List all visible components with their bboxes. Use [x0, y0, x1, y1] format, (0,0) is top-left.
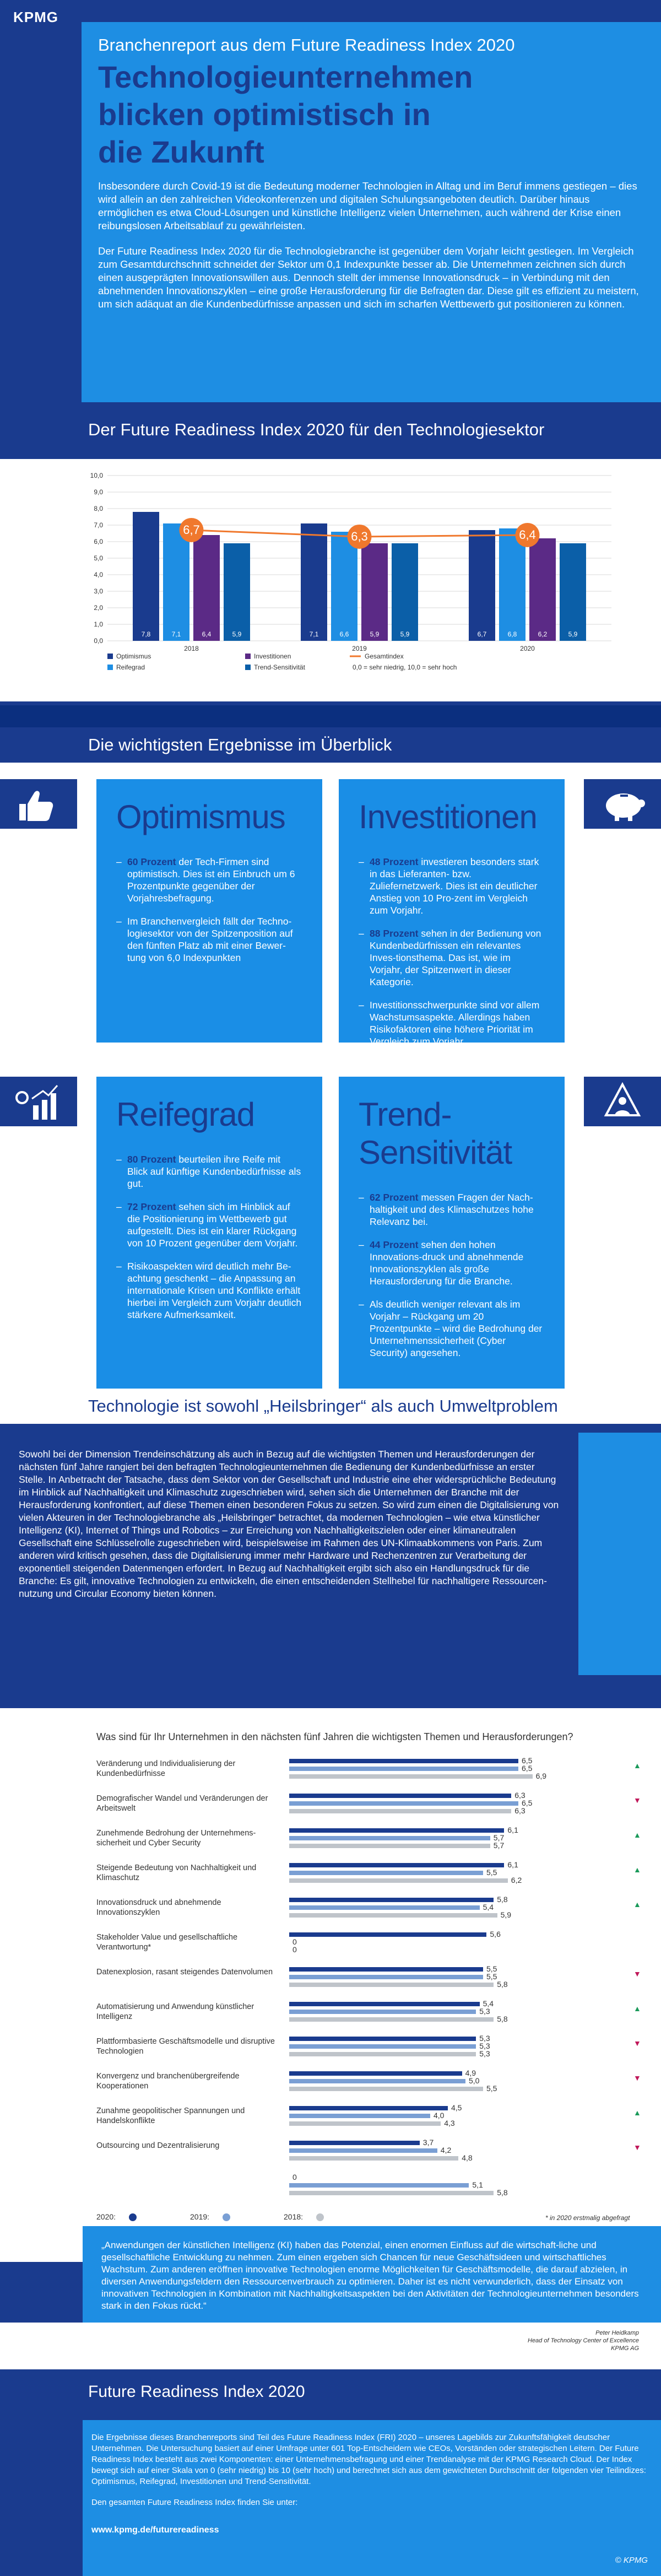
hero-title-line: blicken optimistisch in	[98, 97, 431, 132]
legend-2018: 2018:	[284, 2212, 324, 2221]
footer-title: Future Readiness Index 2020	[88, 2383, 305, 2401]
survey-bar	[289, 1932, 486, 1937]
x-tick-label: 2019	[352, 645, 367, 652]
legend-2020: 2020:	[96, 2212, 137, 2221]
survey-bar-value: 6,1	[507, 1826, 518, 1834]
survey-bar	[289, 1983, 494, 1987]
survey-row-label: Konvergenz und branchenübergreifende Kooperationen	[96, 2072, 240, 2091]
card-title: Investitionen	[359, 798, 537, 835]
survey-row-label: Zunehmende Bedrohung der Unternehmens-sicherheit und Cyber Security	[96, 1829, 256, 1848]
bar	[301, 523, 327, 641]
bar	[469, 530, 495, 641]
quote-text: „Anwendungen der künstlichen Intelligenz (KI) haben das Potenzial, einen enormen Einfluss auf die wirtschaft-liche und gesellschaftliche Entwicklung zu nehmen. Zum einen ergeben sich Chancen für neue Geschäftsideen und wirtschaftliches Wachstum. Zum anderen eröffnen innovative Technologien enorme Möglichkeiten für Geschäftsmodelle, die darauf abzielen, in diversen Anwendungsfeldern den Ressourcenverbrauch zu optimieren. Daher ist es nicht verwunderlich, dass der Einsatz von innovativen Technologien in Kombination mit Nachhaltigkeitsaspekten bei den Aktivitäten der Technologieunternehmen besonders stark in den Fokus rückt.“	[101, 2240, 639, 2311]
trend-up-icon: ▲	[633, 1900, 641, 1909]
survey-bar	[289, 1844, 490, 1848]
survey-bar	[289, 1975, 483, 1979]
survey-bar	[289, 2071, 462, 2076]
index-section-title: Der Future Readiness Index 2020 für den Technologiesektor	[88, 420, 545, 439]
survey-bar-value: 5,4	[483, 1999, 494, 2008]
survey-bar	[289, 2106, 448, 2110]
survey-bar-value: 5,9	[500, 1910, 512, 1919]
legend-swatch	[245, 654, 251, 659]
survey-bar-value: 5,3	[479, 2034, 490, 2043]
gesamtindex-label: 6,7	[183, 523, 200, 537]
trend-up-icon: ▲	[633, 1830, 641, 1839]
list-item: – 60 Prozent der Tech-Firmen sind optimistisch. Dies ist ein Einbruch um 6 Prozentpunkte gegenüber der Vorjahresbefragung.	[116, 856, 302, 904]
y-tick-label: 0,0	[94, 637, 103, 645]
card-list	[359, 856, 545, 1047]
survey-row-label: Zunahme geopolitischer Spannungen und Handelskonflikte	[96, 2107, 245, 2125]
survey-row-label: Datenexplosion, rasant steigendes Datenvolumen	[96, 1968, 273, 1976]
bar	[392, 543, 418, 641]
survey-bar	[289, 2052, 476, 2056]
bar-value-label: 5,9	[232, 630, 242, 638]
survey-bar	[289, 1871, 483, 1875]
card-optimismus	[96, 779, 322, 1043]
hero-title-line: Technologieunternehmen	[98, 60, 473, 94]
survey-row-label: Steigende Bedeutung von Nachhaltigkeit und Klimaschutz	[96, 1864, 257, 1882]
y-tick-label: 7,0	[94, 521, 103, 529]
bar	[361, 543, 388, 641]
legend-dot	[129, 2213, 137, 2221]
legend-2019: 2019:	[190, 2212, 230, 2221]
survey-bar	[289, 2037, 476, 2041]
survey-chart	[0, 1708, 661, 2262]
legend-label: Investitionen	[254, 652, 291, 660]
survey-bar	[289, 1836, 490, 1840]
survey-bar	[289, 2087, 483, 2091]
results-spacer	[0, 705, 661, 727]
bar-value-label: 6,6	[339, 630, 349, 638]
legend-label: Gesamtindex	[365, 652, 404, 660]
tech-section-title: Technologie ist sowohl „Heilsbringer“ als auch Umweltproblem	[88, 1396, 558, 1416]
trend-up-icon: ▲	[633, 2108, 641, 2117]
footer-text: Die Ergebnisse dieses Branchenreports sind Teil des Future Readiness Index (FRI) 2020 – unseres Lagebilds zur Zukunftsfähigkeit deutscher Unternehmen. Die Untersuchung basiert auf einer Umfrage unter 601 Top-Entscheidern wie CEOs, Vorständen oder strategischen Leitern. Der Future Readiness Index besteht aus zwei Komponenten: einer Unternehmensbefragung und einer Trendanalyse mit der KPMG Research Cloud. Der Index bewegt sich auf einer Skala von 0 (sehr niedrig) bis 10 (sehr hoch) und berechnet sich aus dem gewichteten Durchschnitt der folgenden vier Teilindizes: Optimismus, Reifegrad, Investitionen und Trend-Sensitivität.	[91, 2433, 646, 2486]
index-section-header	[0, 412, 661, 447]
survey-bar	[289, 1801, 518, 1806]
survey-bar-value: 6,3	[514, 1806, 525, 1815]
bar-value-label: 5,9	[568, 630, 578, 638]
survey-bar-value: 6,5	[522, 1756, 533, 1765]
trend-down-icon: ▼	[633, 2143, 641, 2152]
survey-bar-value: 5,3	[479, 2007, 490, 2016]
list-item: – 44 Prozent sehen den hohen Innovations-druck und abnehmende Innovationszyklen als große Herausforderung für die Branche.	[359, 1239, 545, 1287]
card-title: Optimismus	[116, 798, 285, 835]
presenter-icon	[584, 1077, 661, 1126]
survey-question: Was sind für Ihr Unternehmen in den nächsten fünf Jahren die wichtigsten Themen und Herausforderungen?	[96, 1731, 573, 1742]
quote-author-area	[0, 2323, 661, 2369]
bar	[163, 523, 189, 641]
chart-panel	[0, 459, 661, 701]
piggy-bank-icon	[584, 779, 661, 829]
bar	[224, 543, 250, 641]
survey-bar	[289, 2191, 494, 2195]
tech-text-inner	[0, 1433, 578, 1675]
legend-label: Optimismus	[116, 652, 151, 660]
hero-paragraph-1: Insbesondere durch Covid-19 ist die Bedeutung moderner Technologien in Alltag und im Beruf immens gestiegen – dies wird allein an den zahlreichen Videokonferenzen und digitalen Schulungsangeboten deutlich. Darüber hinaus ermöglichen es etwa Cloud-Lösungen und künstliche Intelligenz vielen Unternehmen, auch während der Krise einen reibungslosen Arbeitsablauf zu gewährleisten.	[98, 180, 637, 231]
survey-bar-value: 0	[292, 1937, 297, 1946]
y-tick-label: 6,0	[94, 538, 103, 546]
bar	[529, 538, 556, 641]
survey-row-label: Veränderung und Individualisierung der Kundenbedürfnisse	[96, 1759, 236, 1778]
hero-section	[0, 0, 661, 402]
card-list	[116, 1153, 302, 1321]
survey-bar-value: 5,7	[493, 1833, 505, 1842]
list-item: – Als deutlich weniger relevant als im Vorjahr – Rückgang um 20 Prozentpunkte – wird die Bedrohung der Unternehmenssicherheit (Cyber Security) angesehen.	[359, 1298, 545, 1359]
list-item: – 48 Prozent investieren besonders stark in das Lieferanten- bzw. Zuliefernetzwerk. Dies ist ein deutlicher Anstieg von 10 Pro-zent im Vergleich zum Vorjahr.	[359, 856, 545, 916]
thumbs-up-icon	[0, 779, 77, 829]
y-tick-label: 3,0	[94, 587, 103, 595]
list-item: – 62 Prozent messen Fragen der Nach-haltigkeit und des Klimaschutzes hohe Relevanz bei.	[359, 1191, 545, 1228]
survey-bar	[289, 2183, 469, 2188]
survey-bar	[289, 1863, 504, 1867]
results-section-title: Die wichtigsten Ergebnisse im Überblick	[88, 735, 392, 754]
survey-bar-value: 6,2	[511, 1876, 522, 1884]
y-tick-label: 4,0	[94, 571, 103, 579]
survey-bar-value: 6,9	[535, 1772, 547, 1780]
survey-bar-value: 6,3	[514, 1791, 525, 1800]
bar-value-label: 6,4	[202, 630, 212, 638]
legend-dot	[223, 2213, 230, 2221]
y-tick-label: 8,0	[94, 505, 103, 512]
tech-section-header	[0, 1389, 661, 1424]
survey-bar	[289, 2010, 476, 2014]
footer-panel	[83, 2420, 661, 2576]
survey-bar-value: 6,5	[522, 1799, 533, 1807]
card-investitionen	[339, 779, 565, 1047]
survey-bar	[289, 2002, 480, 2006]
bar-value-label: 6,2	[538, 630, 548, 638]
survey-bar-value: 5,5	[486, 1964, 497, 1973]
legend-swatch	[245, 665, 251, 670]
legend-swatch	[107, 665, 113, 670]
hero-title	[98, 58, 644, 171]
survey-bar	[289, 2017, 494, 2022]
survey-bar-value: 0	[292, 1945, 297, 1954]
trend-down-icon: ▼	[633, 2039, 641, 2048]
card-list	[359, 1191, 545, 1359]
survey-bar	[289, 1759, 518, 1763]
card-list	[116, 856, 302, 964]
bar-value-label: 6,7	[477, 630, 487, 638]
y-tick-label: 5,0	[94, 554, 103, 562]
survey-bar	[289, 1794, 511, 1798]
survey-bar	[289, 1967, 483, 1972]
trend-down-icon: ▼	[633, 2073, 641, 2082]
survey-bar	[289, 1809, 511, 1813]
tech-paragraph: Sowohl bei der Dimension Trendeinschätzung als auch in Bezug auf die wichtigsten Themen und Herausforderungen der nächsten fünf Jahre rangiert bei den befragten Technologieunternehmen die Bedienung der Kundenbedürfnisse an erster Stelle. In Anbetracht der Tatsache, dass dem Sektor von der Gesellschaft und Industrie eine eher widersprüchliche Bedeutung im Hinblick auf Nachhaltigkeit und Klimaschutz zugeschrieben wird, sehen sich die Unternehmen der Branche mit der Herausforderung konfrontiert, auf diese Themen einen besonderen Fokus zu setzen. So wird zum einen die Digitalisierung von vielen Akteuren in der Technologiebranche als „Heilsbringer“ betrachtet, da modernen Technologien – wie etwa künstlicher Intelligenz (KI), Internet of Things und Robotics – zur Erreichung von Nachhaltigkeitszielen oder einer klimaneutralen Gesellschaft eine Schlüsselrolle zugeschrieben wird, beispielsweise im Rahmen des UN-Klimaabkommens von Paris. Zum anderen wird kritisch gesehen, dass die Digitalisierung immer mehr Hardware und Rechenzentren zur Verarbeitung der exponentiell steigenden Datenmengen erfordert. In Bezug auf Nachhaltigkeit ergibt sich also ein Handlungsdruck für die Branche: Es gilt, innovative Technologien zu entwickeln, die einen entscheidenden Stellhebel für nachhaltigere Ressourcen-nutzung und Circular Economy bieten können.	[19, 1449, 559, 1599]
legend-dot	[316, 2213, 324, 2221]
gesamtindex-label: 6,4	[519, 528, 536, 542]
bar	[193, 535, 220, 641]
list-item: – 88 Prozent sehen in der Bedienung von Kundenbedürfnissen ein relevantes Inves-tionsthema. Das ist, wie im Vorjahr, der Spitzenwert in dieser Kategorie.	[359, 927, 545, 988]
quote-block	[83, 2226, 661, 2323]
survey-row-label: Innovationsdruck und abnehmende Innovationszyklen	[96, 1898, 221, 1917]
y-tick-label: 9,0	[94, 488, 103, 496]
index-chart	[0, 459, 661, 701]
survey-bar-value: 4,5	[451, 2103, 462, 2112]
survey-bar-value: 5,8	[497, 2188, 508, 2197]
growth-chart-icon	[0, 1077, 77, 1126]
hero-subtitle: Branchenreport aus dem Future Readiness Index 2020	[98, 35, 515, 55]
bar-value-label: 7,8	[141, 630, 151, 638]
y-tick-label: 1,0	[94, 620, 103, 628]
survey-bar-value: 5,0	[469, 2076, 480, 2085]
survey-bar-value: 5,5	[486, 2084, 497, 2093]
x-tick-label: 2018	[184, 645, 199, 652]
survey-bar	[289, 1828, 504, 1833]
trend-down-icon: ▼	[633, 1969, 641, 1978]
card-reifegrad	[96, 1077, 322, 1391]
survey-bar-value: 5,5	[486, 1972, 497, 1981]
survey-row-label: Stakeholder Value und gesellschaftliche Verantwortung*	[96, 1933, 238, 1952]
bar-value-label: 6,8	[507, 630, 517, 638]
bar-value-label: 7,1	[171, 630, 181, 638]
survey-bar-value: 4,2	[440, 2146, 452, 2154]
survey-bar	[289, 2121, 441, 2126]
trend-down-icon: ▼	[633, 1796, 641, 1805]
legend-swatch	[107, 654, 113, 659]
survey-bar	[289, 2148, 437, 2153]
survey-bar-value: 3,7	[422, 2138, 434, 2147]
survey-bar	[289, 2156, 458, 2161]
survey-row-label: Demografischer Wandel und Veränderungen der Arbeitswelt	[96, 1794, 268, 1813]
bar	[560, 543, 586, 641]
list-item: – Investitionsschwerpunkte sind vor allem Wachstumsaspekte. Allerdings haben Risikofaktoren eine höhere Priorität im Vergleich zum Vorjahr.	[359, 999, 545, 1047]
survey-bar	[289, 1913, 497, 1918]
trend-up-icon: ▲	[633, 1865, 641, 1874]
results-grid	[0, 763, 661, 1404]
footer	[0, 2369, 661, 2576]
survey-bar-value: 0	[292, 2173, 297, 2181]
survey-bar-value: 4,9	[465, 2069, 476, 2077]
survey-bar	[289, 1774, 533, 1779]
results-section-header	[0, 727, 661, 763]
card-title: Reifegrad	[116, 1096, 255, 1133]
survey-bar	[289, 2079, 465, 2083]
scale-note: 0,0 = sehr niedrig, 10,0 = sehr hoch	[353, 663, 457, 671]
legend-label: Trend-Sensitivität	[254, 663, 305, 671]
card-title: Trend-Sensitivität	[359, 1096, 512, 1171]
x-tick-label: 2020	[520, 645, 535, 652]
survey-bar-value: 4,8	[462, 2153, 473, 2162]
list-item: – Im Branchenvergleich fällt der Techno-logiesektor von der Spitzenposition auf den fünften Platz ab mit einer Bewer-tung von 6,0 Indexpunkten	[116, 915, 302, 964]
copyright: © KPMG	[615, 2556, 648, 2565]
survey-bar	[289, 2114, 430, 2118]
survey-bar	[289, 1898, 494, 1902]
list-item: – 72 Prozent sehen sich im Hinblick auf die Positionierung im Wettbewerb gut aufgestellt. Dies ist ein klarer Rückgang von 10 Prozent gegenüber dem Vorjahr.	[116, 1201, 302, 1249]
survey-row-label: Automatisierung und Anwendung künstlicher Intelligenz	[96, 2002, 254, 2021]
gesamtindex-label: 6,3	[351, 530, 368, 543]
trend-up-icon: ▲	[633, 2004, 641, 2013]
quote-org: KPMG AG	[611, 2345, 639, 2352]
trend-up-icon: ▲	[633, 1761, 641, 1770]
survey-bar	[289, 1878, 508, 1883]
survey-bar	[289, 1905, 480, 1910]
survey-bar	[289, 2141, 420, 2145]
survey-row-label: Plattformbasierte Geschäftsmodelle und disruptive Technologien	[96, 2037, 275, 2056]
survey-bar-value: 5,3	[479, 2042, 490, 2050]
y-tick-label: 2,0	[94, 604, 103, 612]
list-item: – 80 Prozent beurteilen ihre Reife mit Blick auf künftige Kundenbedürfnisse als gut.	[116, 1153, 302, 1190]
bar	[331, 532, 357, 641]
survey-bar-value: 5,4	[483, 1903, 494, 1911]
tech-text-block	[0, 1433, 661, 1675]
survey-bar-value: 6,5	[522, 1764, 533, 1773]
survey-bar-value: 5,1	[472, 2180, 483, 2189]
footer-url-link[interactable]: www.kpmg.de/futurereadiness	[91, 2525, 219, 2535]
quote-author: Peter Heidkamp	[595, 2330, 639, 2336]
hero-panel	[82, 22, 661, 402]
survey-bar-value: 4,0	[434, 2111, 445, 2120]
survey-bar-value: 5,5	[486, 1868, 497, 1877]
survey-bar-value: 5,7	[493, 1841, 505, 1850]
survey-bar-value: 5,8	[497, 2015, 508, 2023]
kpmg-logo[interactable]: KPMG	[13, 9, 58, 25]
survey-bar-value: 5,8	[497, 1980, 508, 1989]
bar	[133, 512, 159, 641]
hero-paragraph-2: Der Future Readiness Index 2020 für die Technologiebranche ist gegenüber dem Vorjahr leicht gestiegen. Im Vergleich zum Gesamtdurchschnitt schneidet der Sektor um 0,1 Indexpunkte besser ab. Die Unternehmen zeichnen sich durch einen ausgeprägten Innovationswillen aus. Dennoch stellt der immense Innovationsdruck – in Verbindung mit den abnehmenden Innovationszyklen – eine große Herausforderung für die Befragten dar. Diese gilt es effizient zu meistern, um sich adäquat an die Kundenbedürfnisse anpassen und sich im scharfen Wettbewerb gut positionieren zu können.	[98, 245, 639, 310]
survey-bar	[289, 1767, 518, 1771]
y-tick-label: 10,0	[90, 472, 103, 479]
legend-label: Reifegrad	[116, 663, 145, 671]
bar-value-label: 7,1	[309, 630, 319, 638]
hero-title-line: die Zukunft	[98, 134, 264, 169]
bar-value-label: 5,9	[370, 630, 380, 638]
quote-role: Head of Technology Center of Excellence	[528, 2337, 639, 2344]
survey-bar-value: 4,3	[444, 2119, 455, 2127]
survey-bar	[289, 2044, 476, 2049]
list-item: – Risikoaspekten wird deutlich mehr Be-achtung geschenkt – die Anpassung an internationale Krisen und Konflikte erhält hierbei im Vergleich zum Vorjahr deutlich stärkere Aufmerksamkeit.	[116, 1260, 302, 1321]
card-trend-sensitivitaet	[339, 1077, 565, 1391]
survey-row-label: Outsourcing und Dezentralisierung	[96, 2141, 220, 2150]
survey-bar-value: 5,6	[490, 1930, 501, 1938]
bar-value-label: 5,9	[400, 630, 410, 638]
survey-bar-value: 5,8	[497, 1895, 508, 1904]
survey-bar-value: 5,3	[479, 2049, 490, 2058]
footer-link-intro: Den gesamten Future Readiness Index finden Sie unter:	[91, 2498, 298, 2507]
survey-bar-value: 6,1	[507, 1860, 518, 1869]
survey-footnote: * in 2020 erstmalig abgefragt	[545, 2214, 630, 2222]
